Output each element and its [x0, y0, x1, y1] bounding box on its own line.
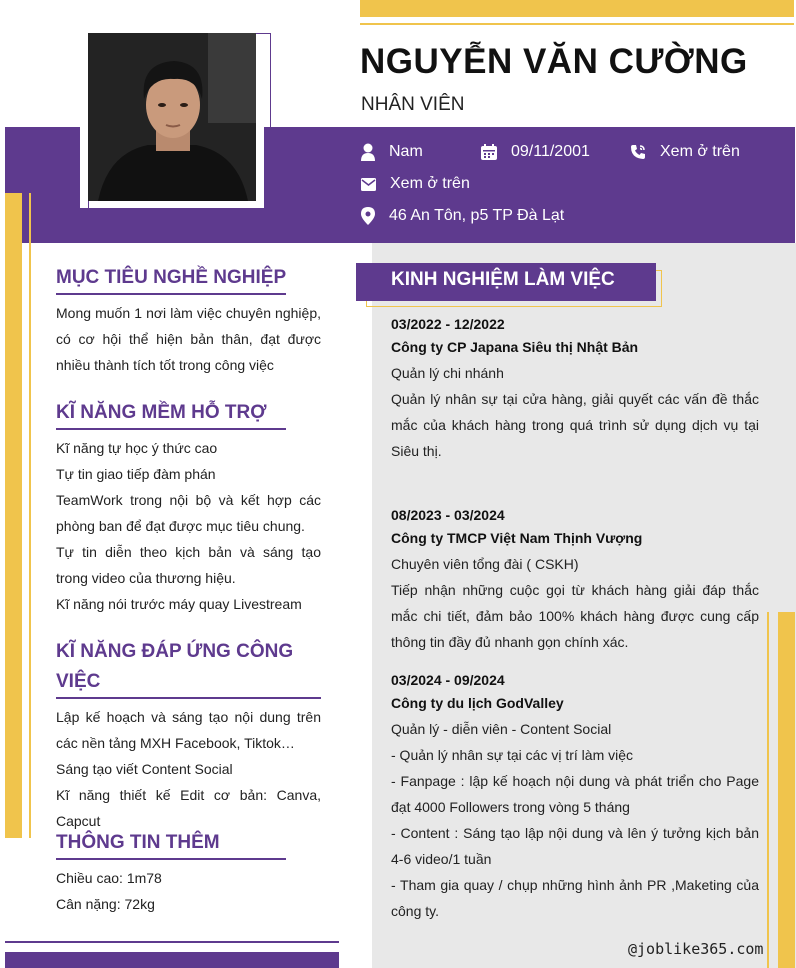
job-entry-3: [391, 670, 759, 924]
list-item: Lập kế hoạch và sáng tạo nội dung trên các nền tảng MXH Facebook, Tiktok…: [56, 709, 321, 751]
list-item: TeamWork trong nội bộ và kết hợp các phòng ban để đạt được mục tiêu chung.: [56, 492, 321, 534]
gender-value: Nam: [389, 143, 423, 160]
envelope-icon: [361, 178, 376, 191]
extra-info-list: [56, 865, 321, 917]
top-accent-bar: [360, 0, 794, 17]
list-item: Kĩ năng nói trước máy quay Livestream: [56, 596, 302, 612]
extra-info-underline: [56, 858, 286, 860]
phone-value: Xem ở trên: [660, 143, 740, 160]
job-period: 03/2022 - 12/2022: [391, 316, 505, 332]
job-line: Quản lý - diễn viên - Content Social: [391, 721, 612, 737]
list-item: Kĩ năng thiết kế Edit cơ bản: Canva, Capcut: [56, 787, 321, 829]
list-item: Kĩ năng tự học ý thức cao: [56, 440, 218, 456]
gender-info: [361, 143, 423, 161]
job-skills-title: KĨ NĂNG ĐÁP ỨNG CÔNG VIỆC: [56, 641, 294, 692]
candidate-title: NHÂN VIÊN: [361, 94, 465, 115]
calendar-icon: [481, 144, 497, 160]
right-accent-line: [767, 612, 769, 968]
phone-icon: [630, 144, 646, 160]
user-icon: [361, 143, 375, 161]
list-item: Cân nặng: 72kg: [56, 896, 155, 912]
experience-title: KINH NGHIỆM LÀM VIỆC: [391, 269, 615, 290]
watermark: @joblike365.com: [628, 940, 764, 958]
job-company: Công ty TMCP Việt Nam Thịnh Vượng: [391, 530, 643, 546]
job-company: Công ty CP Japana Siêu thị Nhật Bản: [391, 339, 639, 355]
avatar: [88, 33, 256, 201]
job-skills-underline: [56, 697, 321, 699]
objective-text: Mong muốn 1 nơi làm việc chuyên nghiệp, có cơ hội thể hiện bản thân, đạt được nhiều thành tích tốt trong công việc: [56, 305, 321, 373]
top-accent-line: [360, 23, 794, 25]
job-line: Chuyên viên tổng đài ( CSKH): [391, 556, 579, 572]
job-line: Tiếp nhận những cuộc gọi từ khách hàng giải đáp thắc mắc chi tiết, đảm bảo 100% khách hàng được cung cấp thông tin đầy đủ nhanh gọn chính xác.: [391, 582, 759, 650]
dob-value: 09/11/2001: [511, 143, 590, 160]
job-line: Quản lý chi nhánh: [391, 365, 504, 381]
job-line: - Content : Sáng tạo lập nội dung và lên ý tưởng kịch bản 4-6 video/1 tuần: [391, 825, 759, 867]
job-line: - Tham gia quay / chụp những hình ảnh PR ,Maketing của công ty.: [391, 877, 759, 919]
objective-underline: [56, 293, 286, 295]
soft-skills-title: KĨ NĂNG MỀM HỖ TRỢ: [56, 402, 267, 423]
address-value: 46 An Tôn, p5 TP Đà Lạt: [389, 207, 565, 224]
email-info: [361, 175, 470, 193]
job-period: 08/2023 - 03/2024: [391, 507, 505, 523]
extra-info-title: THÔNG TIN THÊM: [56, 832, 220, 853]
left-accent-line: [29, 193, 31, 838]
soft-skills-underline: [56, 428, 286, 430]
bottom-accent-line: [5, 941, 339, 943]
dob-info: [481, 143, 590, 161]
objective-title: MỤC TIÊU NGHỀ NGHIỆP: [56, 267, 287, 288]
location-pin-icon: [361, 207, 375, 225]
job-period: 03/2024 - 09/2024: [391, 672, 505, 688]
job-company: Công ty du lịch GodValley: [391, 695, 564, 711]
list-item: Sáng tạo viết Content Social: [56, 761, 233, 777]
right-accent-bar: [778, 612, 795, 968]
job-line: - Fanpage : lập kế hoạch nội dung và phát triển cho Page đạt 4000 Followers trong vòng 5 tháng: [391, 773, 759, 815]
candidate-name: NGUYỄN VĂN CƯỜNG: [360, 42, 748, 81]
left-accent-bar: [5, 193, 22, 838]
email-value: Xem ở trên: [390, 175, 470, 192]
job-line: - Quản lý nhân sự tại các vị trí làm việc: [391, 747, 634, 763]
job-entry-1: [391, 314, 759, 464]
job-line: Quản lý nhân sự tại cửa hàng, giải quyết các vấn đề thắc mắc của khách hàng trong quá trình sử dụng dịch vụ tại Siêu thị.: [391, 391, 759, 459]
bottom-accent-bar: [5, 952, 339, 968]
job-entry-2: [391, 505, 759, 655]
soft-skills-list: [56, 435, 321, 617]
phone-info: [630, 143, 740, 161]
address-info: [361, 207, 564, 225]
list-item: Tự tin diễn theo kịch bản và sáng tạo trong video của thương hiệu.: [56, 544, 321, 586]
list-item: Tự tin giao tiếp đàm phán: [56, 466, 216, 482]
job-skills-list: [56, 704, 321, 834]
list-item: Chiều cao: 1m78: [56, 870, 162, 886]
